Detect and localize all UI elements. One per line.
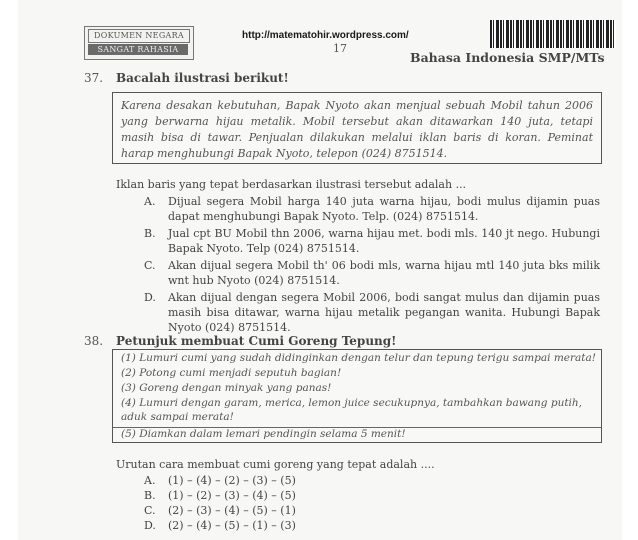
- instruction-step: (2) Potong cumi menjadi seputuh bagian!: [121, 367, 342, 379]
- answer-option-b[interactable]: [116, 226, 600, 256]
- option-text: Akan dijual segera Mobil th' 06 bodi mls, warna hijau mtl 140 juta bks milik wnt hub Nyoto (024) 8751514.: [168, 259, 600, 287]
- page-number: 17: [333, 42, 347, 55]
- option-label: C.: [144, 504, 156, 517]
- question-number: 37.: [84, 71, 104, 85]
- option-label: D.: [144, 291, 156, 304]
- option-label: A.: [144, 474, 156, 487]
- subject-title: Bahasa Indonesia SMP/MTs: [410, 50, 605, 65]
- question-title: Bacalah ilustrasi berikut!: [116, 71, 289, 85]
- document-stamp: [84, 26, 194, 60]
- answer-option-c[interactable]: [116, 258, 600, 288]
- option-label: C.: [144, 259, 156, 272]
- option-text: (2) – (4) – (5) – (1) – (3): [168, 519, 296, 532]
- instructions-box: [112, 349, 602, 443]
- question-prompt: Iklan baris yang tepat berdasarkan ilustrasi tersebut adalah ...: [116, 178, 467, 191]
- barcode-icon: [490, 20, 616, 48]
- option-text: (2) – (3) – (4) – (5) – (1): [168, 504, 296, 517]
- stamp-bottom-label: SANGAT RAHASIA: [88, 44, 188, 55]
- question-title: Petunjuk membuat Cumi Goreng Tepung!: [116, 334, 397, 348]
- stamp-top-label: DOKUMEN NEGARA: [88, 29, 190, 43]
- source-url[interactable]: http://matematohir.wordpress.com/: [242, 30, 409, 41]
- instruction-step-continued: aduk sampai merata!: [121, 411, 234, 423]
- option-text: Jual cpt BU Mobil thn 2006, warna hijau met. bodi mls. 140 jt nego. Hubungi Bapak Nyoto. Telp (024) 8751514.: [168, 227, 600, 255]
- instruction-step: (3) Goreng dengan minyak yang panas!: [121, 382, 332, 394]
- option-text: (1) – (2) – (3) – (4) – (5): [168, 489, 296, 502]
- answer-option-d[interactable]: [116, 290, 600, 335]
- option-label: A.: [144, 195, 156, 208]
- instruction-step: (4) Lumuri dengan garam, merica, lemon juice secukupnya, tambahkan bawang putih,: [121, 397, 583, 409]
- instruction-step: (5) Diamkan dalam lemari pendingin selama 5 menit!: [121, 428, 406, 440]
- option-label: D.: [144, 519, 156, 532]
- option-label: B.: [144, 489, 156, 502]
- question-prompt: Urutan cara membuat cumi goreng yang tepat adalah ....: [116, 458, 435, 471]
- illustration-box: [112, 92, 602, 164]
- question-number: 38.: [84, 334, 104, 348]
- answer-option-a[interactable]: [116, 194, 600, 224]
- instruction-step: (1) Lumuri cumi yang sudah didinginkan dengan telur dan tepung terigu sampai merata!: [121, 352, 596, 364]
- option-text: (1) – (4) – (2) – (3) – (5): [168, 474, 296, 487]
- illustration-text: Karena desakan kebutuhan, Bapak Nyoto akan menjual sebuah Mobil tahun 2006 yang berwarna hijau metalik. Mobil tersebut akan ditawarkan 140 juta, tetapi masih bisa di tawar. Penjualan dilakukan melalui iklan baris di koran. Peminat harap menghubungi Bapak Nyoto, telepon (024) 8751514.: [121, 99, 593, 160]
- option-text: Akan dijual dengan segera Mobil 2006, bodi sangat mulus dan dijamin puas masih bisa ditawar, warna hijau metalik pegangan wanita. Hubungi Bapak Nyoto (024) 8751514.: [168, 291, 600, 334]
- option-text: Dijual segera Mobil harga 140 juta warna hijau, bodi mulus dijamin puas dapat menghubungi Bapak Nyoto. Telp. (024) 8751514.: [168, 195, 600, 223]
- option-label: B.: [144, 227, 156, 240]
